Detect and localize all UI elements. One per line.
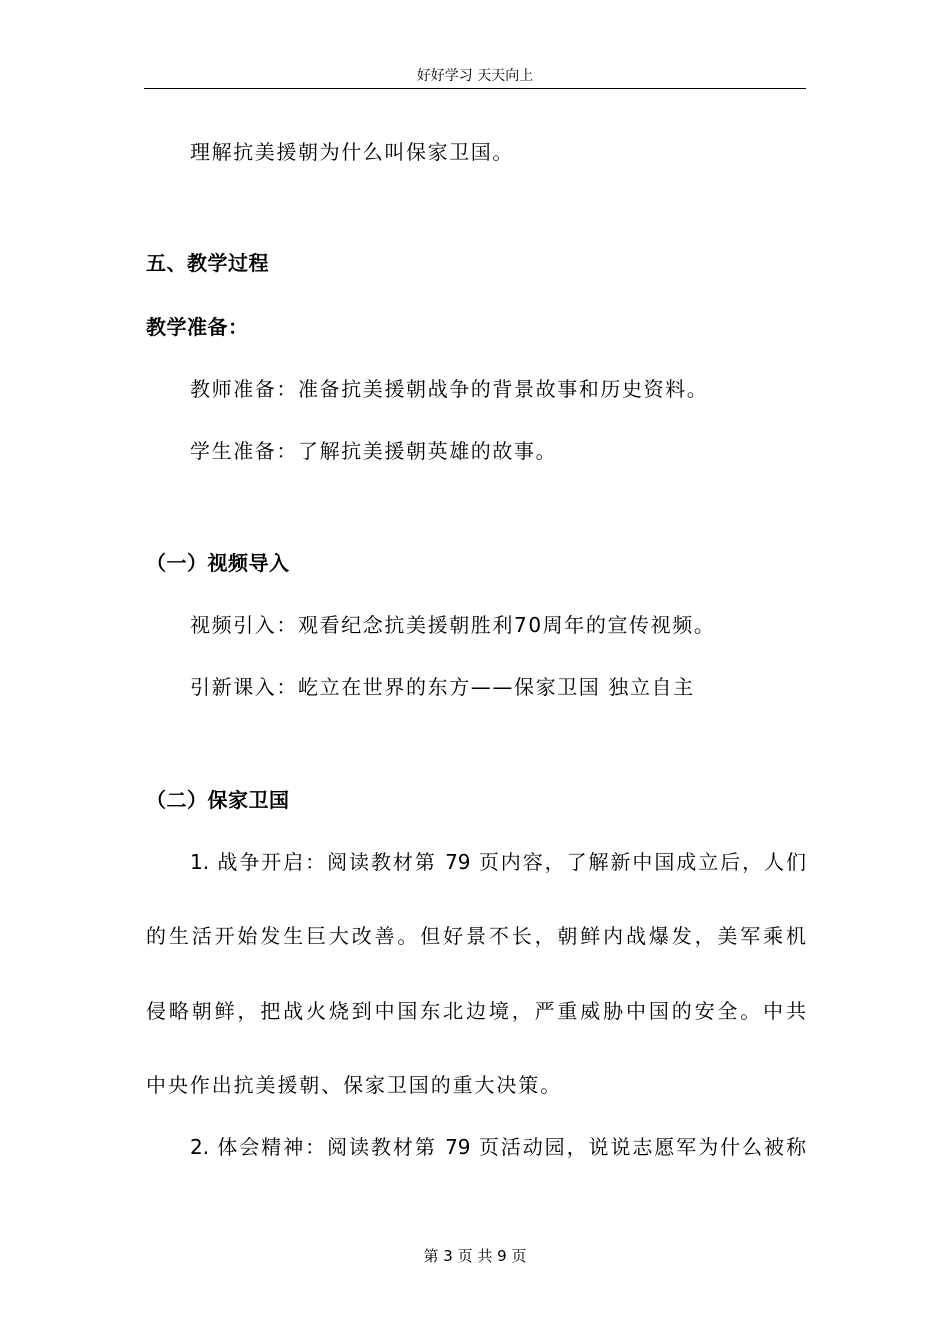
student-prep: 学生准备：了解抗美援朝英雄的故事。 bbox=[190, 439, 558, 463]
page-number: 第 3 页 共 9 页 bbox=[423, 1247, 527, 1265]
prep-title: 教学准备： bbox=[146, 315, 249, 339]
subsection-title-defend-country: （二）保家卫国 bbox=[146, 788, 290, 812]
header-divider bbox=[144, 88, 806, 89]
paragraph1-line2: 的生活开始发生巨大改善。但好景不长，朝鲜内战爆发，美军乘机 bbox=[146, 924, 806, 948]
paragraph1-line1: 1. 战争开启：阅读教材第 79 页内容，了解新中国成立后，人们 bbox=[190, 850, 806, 874]
paragraph1-line4: 中央作出抗美援朝、保家卫国的重大决策。 bbox=[146, 1073, 563, 1097]
teacher-prep: 教师准备：准备抗美援朝战争的背景故事和历史资料。 bbox=[190, 377, 709, 401]
video-intro: 视频引入：观看纪念抗美援朝胜利70周年的宣传视频。 bbox=[190, 613, 716, 637]
section-title-teaching-process: 五、教学过程 bbox=[146, 251, 269, 275]
page-header: 好好学习 天天向上 bbox=[416, 68, 534, 84]
new-lesson-intro: 引新课入：屹立在世界的东方——保家卫国 独立自主 bbox=[190, 675, 695, 699]
paragraph2-line1: 2. 体会精神：阅读教材第 79 页活动园，说说志愿军为什么被称 bbox=[190, 1135, 806, 1159]
objective-line: 理解抗美援朝为什么叫保家卫国。 bbox=[190, 140, 514, 164]
subsection-title-video-intro: （一）视频导入 bbox=[146, 551, 290, 575]
paragraph1-line3: 侵略朝鲜，把战火烧到中国东北边境，严重威胁中国的安全。中共 bbox=[146, 999, 806, 1023]
